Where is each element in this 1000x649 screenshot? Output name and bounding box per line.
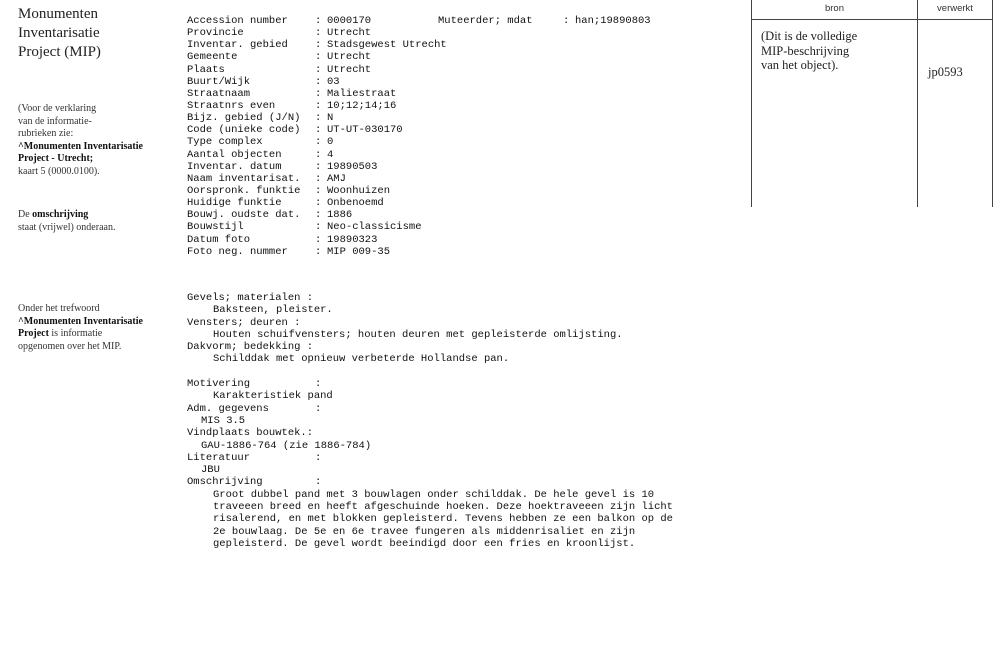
field-label: Straatnaam xyxy=(187,87,251,100)
field-label: Plaats xyxy=(187,63,225,76)
field-row xyxy=(187,88,447,100)
field-label: Gemeente xyxy=(187,51,238,64)
field-label: Straatnrs even xyxy=(187,99,276,112)
field-separator: : xyxy=(315,15,322,27)
note-line: (Voor de verklaring xyxy=(18,103,97,114)
record-sections xyxy=(187,292,673,550)
field-label: Inventar. datum xyxy=(187,160,282,173)
section-label: Motivering xyxy=(187,378,251,391)
document-title xyxy=(18,5,168,62)
note-line: kaart 5 (0000.0100). xyxy=(18,165,100,177)
field-separator: : xyxy=(315,184,322,197)
title-line: Project (MIP) xyxy=(18,44,101,60)
field-label: Bouwj. oudste dat. xyxy=(187,209,301,222)
field-label: Datum foto xyxy=(187,233,251,246)
field-value: Utrecht xyxy=(327,51,372,64)
field-separator: : xyxy=(315,39,322,52)
field-value: 4 xyxy=(327,148,334,161)
field-separator: : xyxy=(315,75,322,88)
section-separator: : xyxy=(315,402,322,415)
field-label: Bijz. gebied (J/N) xyxy=(187,112,301,125)
field-label: Accession number xyxy=(187,15,288,27)
field-row xyxy=(187,100,447,112)
field-label: Bouwstijl xyxy=(187,221,244,234)
section-value: MIS 3.5 xyxy=(201,414,246,427)
note-line: Onder het trefwoord xyxy=(18,303,100,314)
section-label: Vensters; deuren : xyxy=(187,316,301,329)
note-line: opgenomen over het MIP. xyxy=(18,340,122,352)
description-line: Groot dubbel pand met 3 bouwlagen onder schilddak. De hele gevel is 10 xyxy=(213,488,655,501)
section-value: Karakteristiek pand xyxy=(213,390,333,403)
field-separator: : xyxy=(315,51,322,64)
field-row xyxy=(187,234,447,246)
mutator-field xyxy=(438,15,651,27)
field-label: Buurt/Wijk xyxy=(187,75,251,88)
section-label: Adm. gegevens xyxy=(187,402,269,415)
field-separator: : xyxy=(315,160,322,173)
field-row xyxy=(187,39,447,51)
field-value: AMJ xyxy=(327,172,346,185)
keyword-note xyxy=(18,303,168,353)
bron-line: (Dit is de volledige xyxy=(761,29,858,43)
note-line: staat (vrijwel) onderaan. xyxy=(18,221,116,233)
note-reference: Project - Utrecht; xyxy=(18,153,94,164)
title-line: Monumenten xyxy=(18,6,98,22)
field-value: 19890503 xyxy=(327,160,378,173)
field-label: Naam inventarisat. xyxy=(187,172,301,185)
note-text: is informatie xyxy=(48,328,103,339)
section-value: Schilddak met opnieuw verbeterde Hollandse pan. xyxy=(213,353,510,366)
description-note xyxy=(18,209,168,234)
field-separator: : xyxy=(315,136,322,149)
field-separator: : xyxy=(315,99,322,112)
record-fields xyxy=(187,15,447,258)
field-value: Neo-classicisme xyxy=(327,221,422,234)
field-separator: : xyxy=(315,233,322,246)
verwerkt-code: jp0593 xyxy=(928,65,963,79)
field-separator: : xyxy=(315,124,322,137)
field-label: Muteerder; mdat xyxy=(438,15,533,27)
section-value: Houten schuifvensters; houten deuren met gepleisterde omlijsting. xyxy=(213,328,623,341)
section-value: JBU xyxy=(201,464,220,477)
field-value: 1886 xyxy=(327,209,353,222)
field-label: Huidige funktie xyxy=(187,197,282,210)
section-label: Gevels; materialen : xyxy=(187,292,314,304)
description-line: 2e bouwlaag. De 5e en 6e travee fungeren als middenrisaliet en zijn xyxy=(213,525,636,538)
section-separator: : xyxy=(315,451,322,464)
field-row xyxy=(187,221,447,233)
field-separator: : xyxy=(315,63,322,76)
section-label: Omschrijving xyxy=(187,476,263,489)
source-box xyxy=(751,0,993,207)
field-label: Aantal objecten xyxy=(187,148,282,161)
field-row xyxy=(187,173,447,185)
field-value: Woonhuizen xyxy=(327,184,391,197)
field-value: Stadsgewest Utrecht xyxy=(327,39,447,52)
field-row xyxy=(187,149,447,161)
field-separator: : xyxy=(315,197,322,210)
field-label: Code (unieke code) xyxy=(187,124,301,137)
field-value: Maliestraat xyxy=(327,87,397,100)
note-line: rubrieken zie: xyxy=(18,128,74,139)
field-label: Type complex xyxy=(187,136,263,149)
field-row xyxy=(187,15,447,27)
column-divider xyxy=(917,0,918,207)
field-value: 0000170 xyxy=(327,15,372,27)
field-value: Utrecht xyxy=(327,63,372,76)
field-value: Utrecht xyxy=(327,27,372,40)
field-row xyxy=(187,27,447,39)
title-line: Inventarisatie xyxy=(18,25,100,41)
field-row xyxy=(187,64,447,76)
field-value: Onbenoemd xyxy=(327,197,384,210)
field-value: N xyxy=(327,112,334,125)
field-separator: : xyxy=(315,112,322,125)
note-line: van de informatie- xyxy=(18,115,92,127)
field-row xyxy=(187,185,447,197)
description-line: risalerend, en met blokken gepleisterd. Tevens hebben ze een balkon op de xyxy=(213,513,673,526)
source-box-header xyxy=(752,0,992,20)
note-reference: Project xyxy=(18,328,49,339)
bron-line: MIP-beschrijving xyxy=(761,43,850,58)
field-label: Foto neg. nummer xyxy=(187,245,288,258)
field-separator: : xyxy=(315,148,322,161)
section-value: Baksteen, pleister. xyxy=(213,304,333,317)
bron-header: bron xyxy=(824,3,844,14)
note-reference: ^Monumenten Inventarisatie xyxy=(18,315,143,327)
field-value: 03 xyxy=(327,75,340,88)
field-row xyxy=(187,209,447,221)
field-value: han;19890803 xyxy=(575,15,651,27)
field-row xyxy=(187,124,447,136)
field-value: 10;12;14;16 xyxy=(327,99,397,112)
field-label: Provincie xyxy=(187,27,244,40)
field-separator: : xyxy=(315,172,322,185)
field-row xyxy=(187,161,447,173)
section-label: Dakvorm; bedekking : xyxy=(187,341,314,354)
description-line: traveeen breed en heeft afgeschuinde hoeken. Deze hoektraveeen zijn licht xyxy=(213,501,673,514)
verwerkt-header: verwerkt xyxy=(937,3,973,14)
field-row xyxy=(187,197,447,209)
section-label: Vindplaats bouwtek.: xyxy=(187,427,314,440)
bron-line: van het object). xyxy=(761,58,839,72)
field-label: Inventar. gebied xyxy=(187,39,288,52)
section-value: GAU-1886-764 (zie 1886-784) xyxy=(201,439,372,452)
field-row xyxy=(187,112,447,124)
field-row xyxy=(187,76,447,88)
field-separator: : xyxy=(315,87,322,100)
field-separator: : xyxy=(315,221,322,234)
note-keyword: omschrijving xyxy=(32,209,89,220)
section-separator: : xyxy=(315,476,322,489)
field-row xyxy=(187,51,447,63)
section-label: Literatuur xyxy=(187,451,251,464)
field-value: UT-UT-030170 xyxy=(327,124,403,137)
field-value: 0 xyxy=(327,136,334,149)
field-row xyxy=(187,136,447,148)
field-separator: : xyxy=(315,245,322,258)
field-separator: : xyxy=(563,15,570,27)
section-separator: : xyxy=(315,378,322,391)
field-label: Oorspronk. funktie xyxy=(187,184,301,197)
field-row xyxy=(187,246,447,258)
field-value: 19890323 xyxy=(327,233,378,246)
field-separator: : xyxy=(315,27,322,40)
bron-text xyxy=(761,29,857,73)
field-separator: : xyxy=(315,209,322,222)
note-reference: ^Monumenten Inventarisatie xyxy=(18,140,143,152)
field-value: MIP 009-35 xyxy=(327,245,391,258)
note-text: De xyxy=(18,209,33,220)
explanation-note xyxy=(18,103,168,178)
description-line: gepleisterd. De gevel wordt beeindigd door een fries en kroonlijst. xyxy=(213,537,636,550)
